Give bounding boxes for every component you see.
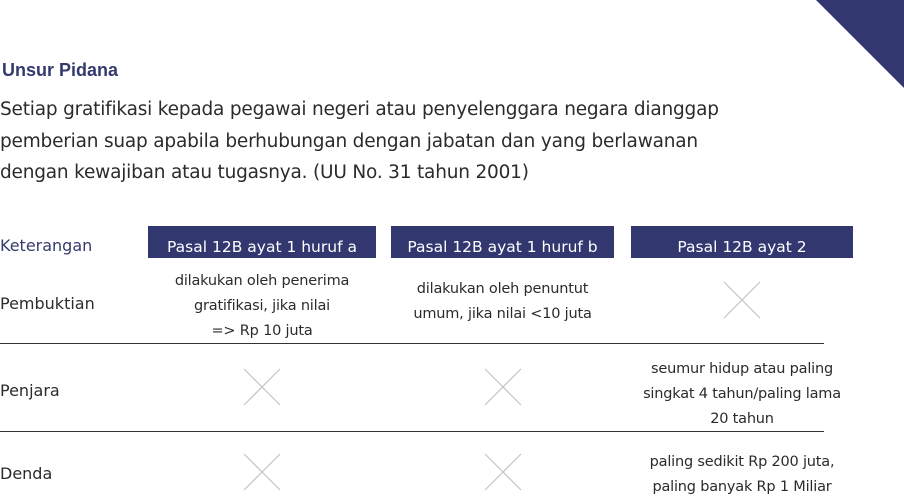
intro-line-1: Setiap gratifikasi kepada pegawai negeri atau penyelenggara negara dianggap <box>0 99 719 120</box>
cross-icon <box>723 281 761 319</box>
cell-line: singkat 4 tahun/paling lama <box>643 386 841 402</box>
cross-icon <box>484 368 522 406</box>
cross-icon <box>484 453 522 491</box>
section-heading: Unsur Pidana <box>2 60 119 80</box>
cell-line: dilakukan oleh penuntut <box>416 281 589 297</box>
cell-pembuktian-12b-1b <box>391 277 614 327</box>
cross-icon <box>243 453 281 491</box>
intro-paragraph <box>0 94 800 189</box>
cell-line: 20 tahun <box>710 411 774 427</box>
intro-line-3: dengan kewajiban atau tugasnya. (UU No. 31 tahun 2001) <box>0 162 529 183</box>
intro-line-2: pemberian suap apabila berhubungan dengan jabatan dan yang berlawanan <box>0 130 698 152</box>
cell-pembuktian-12b-1a <box>150 269 374 344</box>
cross-icon <box>243 368 281 406</box>
column-header-pasal-12b-1a: Pasal 12B ayat 1 huruf a <box>148 226 376 258</box>
column-header-pasal-12b-2: Pasal 12B ayat 2 <box>631 226 853 258</box>
cell-line: paling banyak Rp 1 Miliar <box>652 479 832 495</box>
column-header-pasal-12b-1b: Pasal 12B ayat 1 huruf b <box>391 226 614 258</box>
corner-triangle-decoration <box>816 0 904 88</box>
cell-line: gratifikasi, jika nilai <box>194 298 330 314</box>
table-header-keterangan: Keterangan <box>0 236 93 255</box>
cell-line: dilakukan oleh penerima <box>174 273 350 289</box>
cell-penjara-12b-2 <box>628 357 856 432</box>
cell-line: seumur hidup atau paling <box>651 361 833 377</box>
cell-line: => Rp 10 juta <box>211 323 313 339</box>
cell-line: paling sedikit Rp 200 juta, <box>649 454 835 470</box>
row-label-pembuktian: Pembuktian <box>0 294 95 313</box>
cell-denda-12b-2 <box>628 450 856 500</box>
cell-line: umum, jika nilai <10 juta <box>413 306 592 322</box>
row-label-penjara: Penjara <box>0 381 60 400</box>
row-divider <box>0 431 824 432</box>
row-divider <box>0 343 824 344</box>
row-label-denda: Denda <box>0 464 53 483</box>
